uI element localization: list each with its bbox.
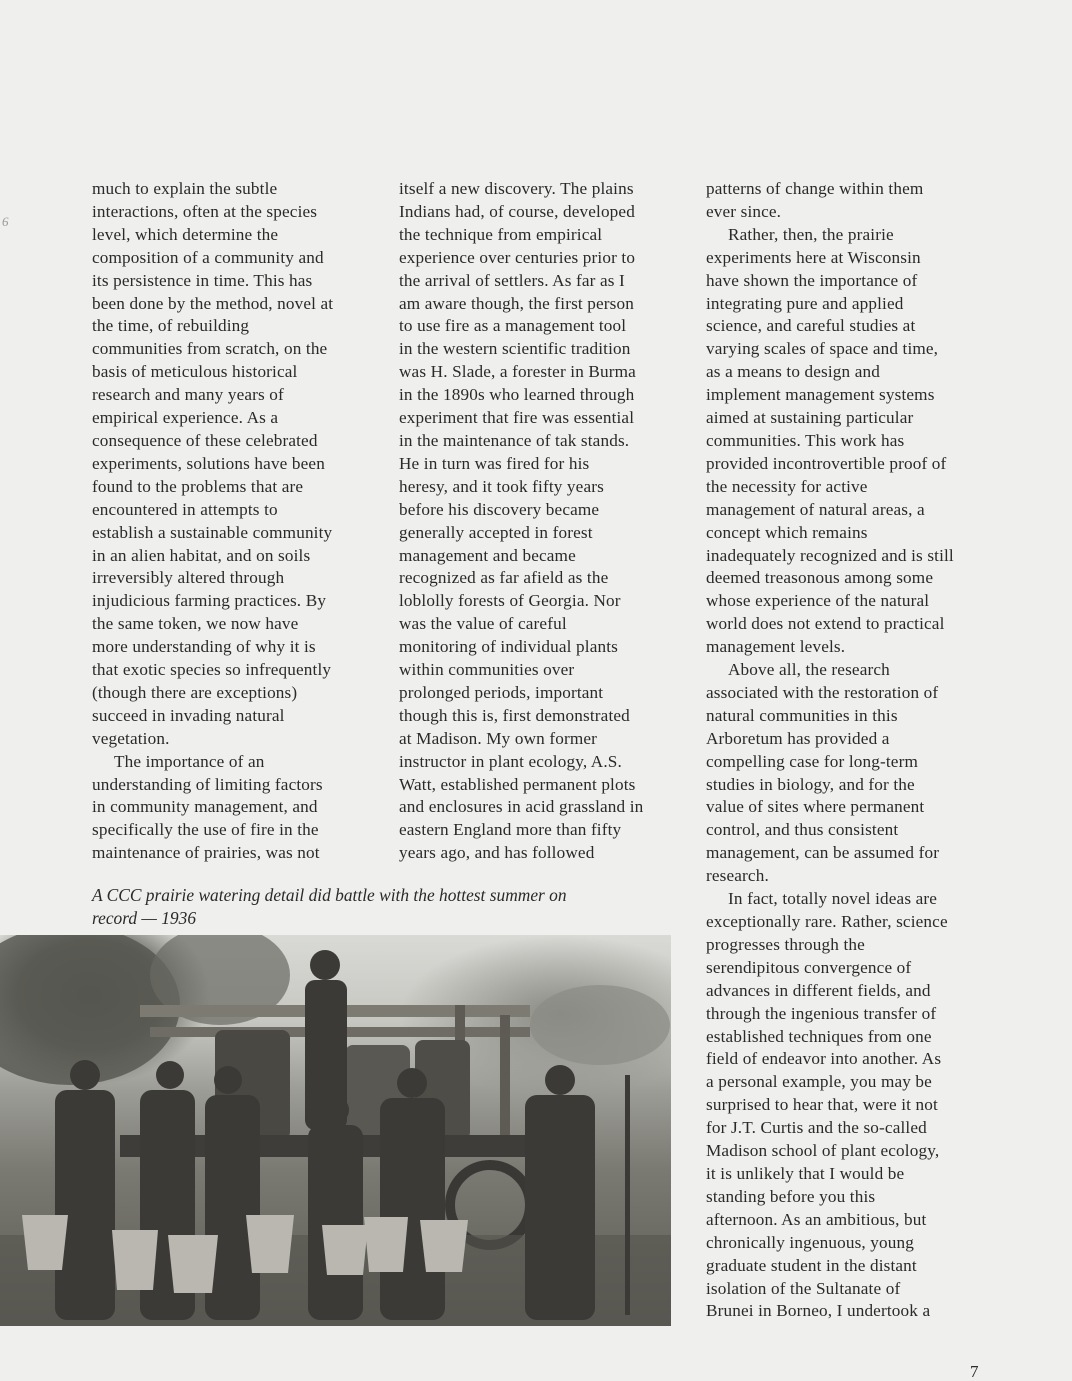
text-line: maintenance of prairies, was not <box>92 843 320 863</box>
text-line: the same token, we now have <box>92 614 299 634</box>
text-line: composition of a community and <box>92 247 324 267</box>
text-line: standing before you this <box>706 1186 876 1206</box>
text-line: integrating pure and applied <box>706 293 904 313</box>
text-line: for J.T. Curtis and the so-called <box>706 1118 927 1138</box>
text-line: inadequately recognized and is still <box>706 545 954 565</box>
text-line: though this is, first demonstrated <box>399 705 630 725</box>
text-line: irreversibly altered through <box>92 568 285 588</box>
text-line: at Madison. My own former <box>399 728 598 748</box>
text-line: experiments here at Wisconsin <box>706 247 921 267</box>
text-line: Rather, then, the prairie <box>728 224 894 244</box>
text-line: in an alien habitat, and on soils <box>92 545 311 565</box>
text-line: more understanding of why it is <box>92 637 316 657</box>
text-line: the technique from empirical <box>399 224 603 244</box>
text-line: isolation of the Sultanate of <box>706 1278 901 1298</box>
text-line: a personal example, you may be <box>706 1072 932 1092</box>
text-line: have shown the importance of <box>706 270 918 290</box>
text-line: much to explain the subtle <box>92 179 278 198</box>
text-line: in the maintenance of tak stands. <box>399 430 630 450</box>
text-line: associated with the restoration of <box>706 682 939 702</box>
text-line: The importance of an <box>114 751 265 771</box>
text-line: interactions, often at the species <box>92 201 318 221</box>
text-line: loblolly forests of Georgia. Nor <box>399 591 621 611</box>
text-line: the necessity for active <box>706 476 868 496</box>
text-column-1 <box>92 178 377 865</box>
text-line: exceptionally rare. Rather, science <box>706 912 948 931</box>
paragraph <box>706 224 996 659</box>
text-line: and enclosures in acid grassland in <box>399 797 644 817</box>
text-line: am aware though, the first person <box>399 293 635 313</box>
paragraph <box>92 751 377 866</box>
text-line: world does not extend to practical <box>706 614 945 634</box>
text-line: deemed treasonous among some <box>706 568 934 588</box>
paragraph <box>706 178 996 224</box>
text-line: (though there are exceptions) <box>92 682 298 702</box>
text-line: In fact, totally novel ideas are <box>728 889 938 909</box>
text-line: ever since. <box>706 201 782 221</box>
text-line: established techniques from one <box>706 1026 932 1046</box>
text-column-2 <box>399 178 684 865</box>
text-line: experiments, solutions have been <box>92 453 325 473</box>
text-line: years ago, and has followed <box>399 843 595 863</box>
text-line: implement management systems <box>706 385 935 405</box>
text-line: was H. Slade, a forester in Burma <box>399 362 636 382</box>
text-line: experiment that fire was essential <box>399 408 635 428</box>
margin-mark: 6 <box>2 214 9 229</box>
photo-illustration <box>0 935 671 1326</box>
text-line: surprised to hear that, were it not <box>706 1095 938 1115</box>
text-line: He in turn was fired for his <box>399 453 590 473</box>
text-line: understanding of limiting factors <box>92 774 323 794</box>
text-line: through the ingenious transfer of <box>706 1003 937 1023</box>
paragraph <box>706 659 996 888</box>
text-line: experience over centuries prior to <box>399 247 636 267</box>
text-line: natural communities in this <box>706 705 898 725</box>
text-line: Indians had, of course, developed <box>399 201 635 221</box>
text-line: Brunei in Borneo, I undertook a <box>706 1301 931 1321</box>
text-line: compelling case for long-term <box>706 751 918 771</box>
text-line: vegetation. <box>92 728 170 748</box>
text-line: empirical experience. As a <box>92 408 279 428</box>
text-line: in the 1890s who learned through <box>399 385 635 405</box>
text-line: aimed at sustaining particular <box>706 408 914 428</box>
text-line: monitoring of individual plants <box>399 637 618 657</box>
text-line: encountered in attempts to <box>92 499 278 519</box>
text-line: basis of meticulous historical <box>92 362 298 382</box>
text-line: management, can be assumed for <box>706 843 940 863</box>
paragraph <box>399 178 684 865</box>
historic-photo <box>0 935 671 1326</box>
text-line: management of natural areas, a <box>706 499 925 519</box>
text-line: science, and careful studies at <box>706 316 916 336</box>
text-column-3 <box>706 178 996 1323</box>
photo-caption <box>92 884 652 930</box>
text-line: the arrival of settlers. As far as I <box>399 270 625 290</box>
text-line: level, which determine the <box>92 224 279 244</box>
text-line: injudicious farming practices. By <box>92 591 327 611</box>
text-line: that exotic species so infrequently <box>92 660 332 680</box>
text-line: itself a new discovery. The plains <box>399 179 634 198</box>
text-line: its persistence in time. This has <box>92 270 313 290</box>
paragraph <box>92 178 377 751</box>
text-line: afternoon. As an ambitious, but <box>706 1209 927 1229</box>
text-line: management and became <box>399 545 576 565</box>
text-line: in the western scientific tradition <box>399 339 631 359</box>
text-line: value of sites where permanent <box>706 797 925 817</box>
text-line: management levels. <box>706 637 846 657</box>
text-line: Watt, established permanent plots <box>399 774 636 794</box>
paragraph <box>706 888 996 1323</box>
text-line: graduate student in the distant <box>706 1255 917 1275</box>
text-line: succeed in invading natural <box>92 705 285 725</box>
text-line: instructor in plant ecology, A.S. <box>399 751 622 771</box>
text-line: chronically ingenuous, young <box>706 1232 915 1252</box>
text-line: communities. This work has <box>706 430 905 450</box>
text-line: field of endeavor into another. As <box>706 1049 942 1069</box>
text-line: in community management, and <box>92 797 318 817</box>
text-line: consequence of these celebrated <box>92 430 318 450</box>
text-line: found to the problems that are <box>92 476 304 496</box>
text-line: prolonged periods, important <box>399 682 604 702</box>
text-line: generally accepted in forest <box>399 522 593 542</box>
text-line: whose experience of the natural <box>706 591 930 611</box>
text-line: Madison school of plant ecology, <box>706 1141 940 1161</box>
text-line: eastern England more than fifty <box>399 820 622 840</box>
text-line: been done by the method, novel at <box>92 293 334 313</box>
text-line: establish a sustainable community <box>92 522 333 542</box>
text-line: control, and thus consistent <box>706 820 899 840</box>
text-line: research and many years of <box>92 385 284 405</box>
text-line: provided incontrovertible proof of <box>706 453 947 473</box>
text-line: concept which remains <box>706 522 868 542</box>
text-line: Above all, the research <box>728 660 890 680</box>
caption-line: A CCC prairie watering detail did battle with the hottest summer on <box>92 885 567 905</box>
text-line: heresy, and it took fifty years <box>399 476 604 496</box>
text-line: to use fire as a management tool <box>399 316 627 336</box>
text-line: communities from scratch, on the <box>92 339 328 359</box>
text-line: specifically the use of fire in the <box>92 820 319 840</box>
text-line: as a means to design and <box>706 362 880 382</box>
text-line: research. <box>706 866 769 886</box>
text-line: patterns of change within them <box>706 179 924 198</box>
caption-line: record — 1936 <box>92 907 197 928</box>
text-line: progresses through the <box>706 934 865 954</box>
text-line: varying scales of space and time, <box>706 339 939 359</box>
text-line: advances in different fields, and <box>706 980 931 1000</box>
text-line: serendipitous convergence of <box>706 957 912 977</box>
text-line: Arboretum has provided a <box>706 728 890 748</box>
page-number: 7 <box>970 1362 979 1381</box>
text-line: the time, of rebuilding <box>92 316 250 336</box>
text-line: it is unlikely that I would be <box>706 1163 905 1183</box>
text-line: within communities over <box>399 660 575 680</box>
text-line: before his discovery became <box>399 499 600 519</box>
text-line: recognized as far afield as the <box>399 568 609 588</box>
text-line: was the value of careful <box>399 614 567 634</box>
text-line: studies in biology, and for the <box>706 774 915 794</box>
